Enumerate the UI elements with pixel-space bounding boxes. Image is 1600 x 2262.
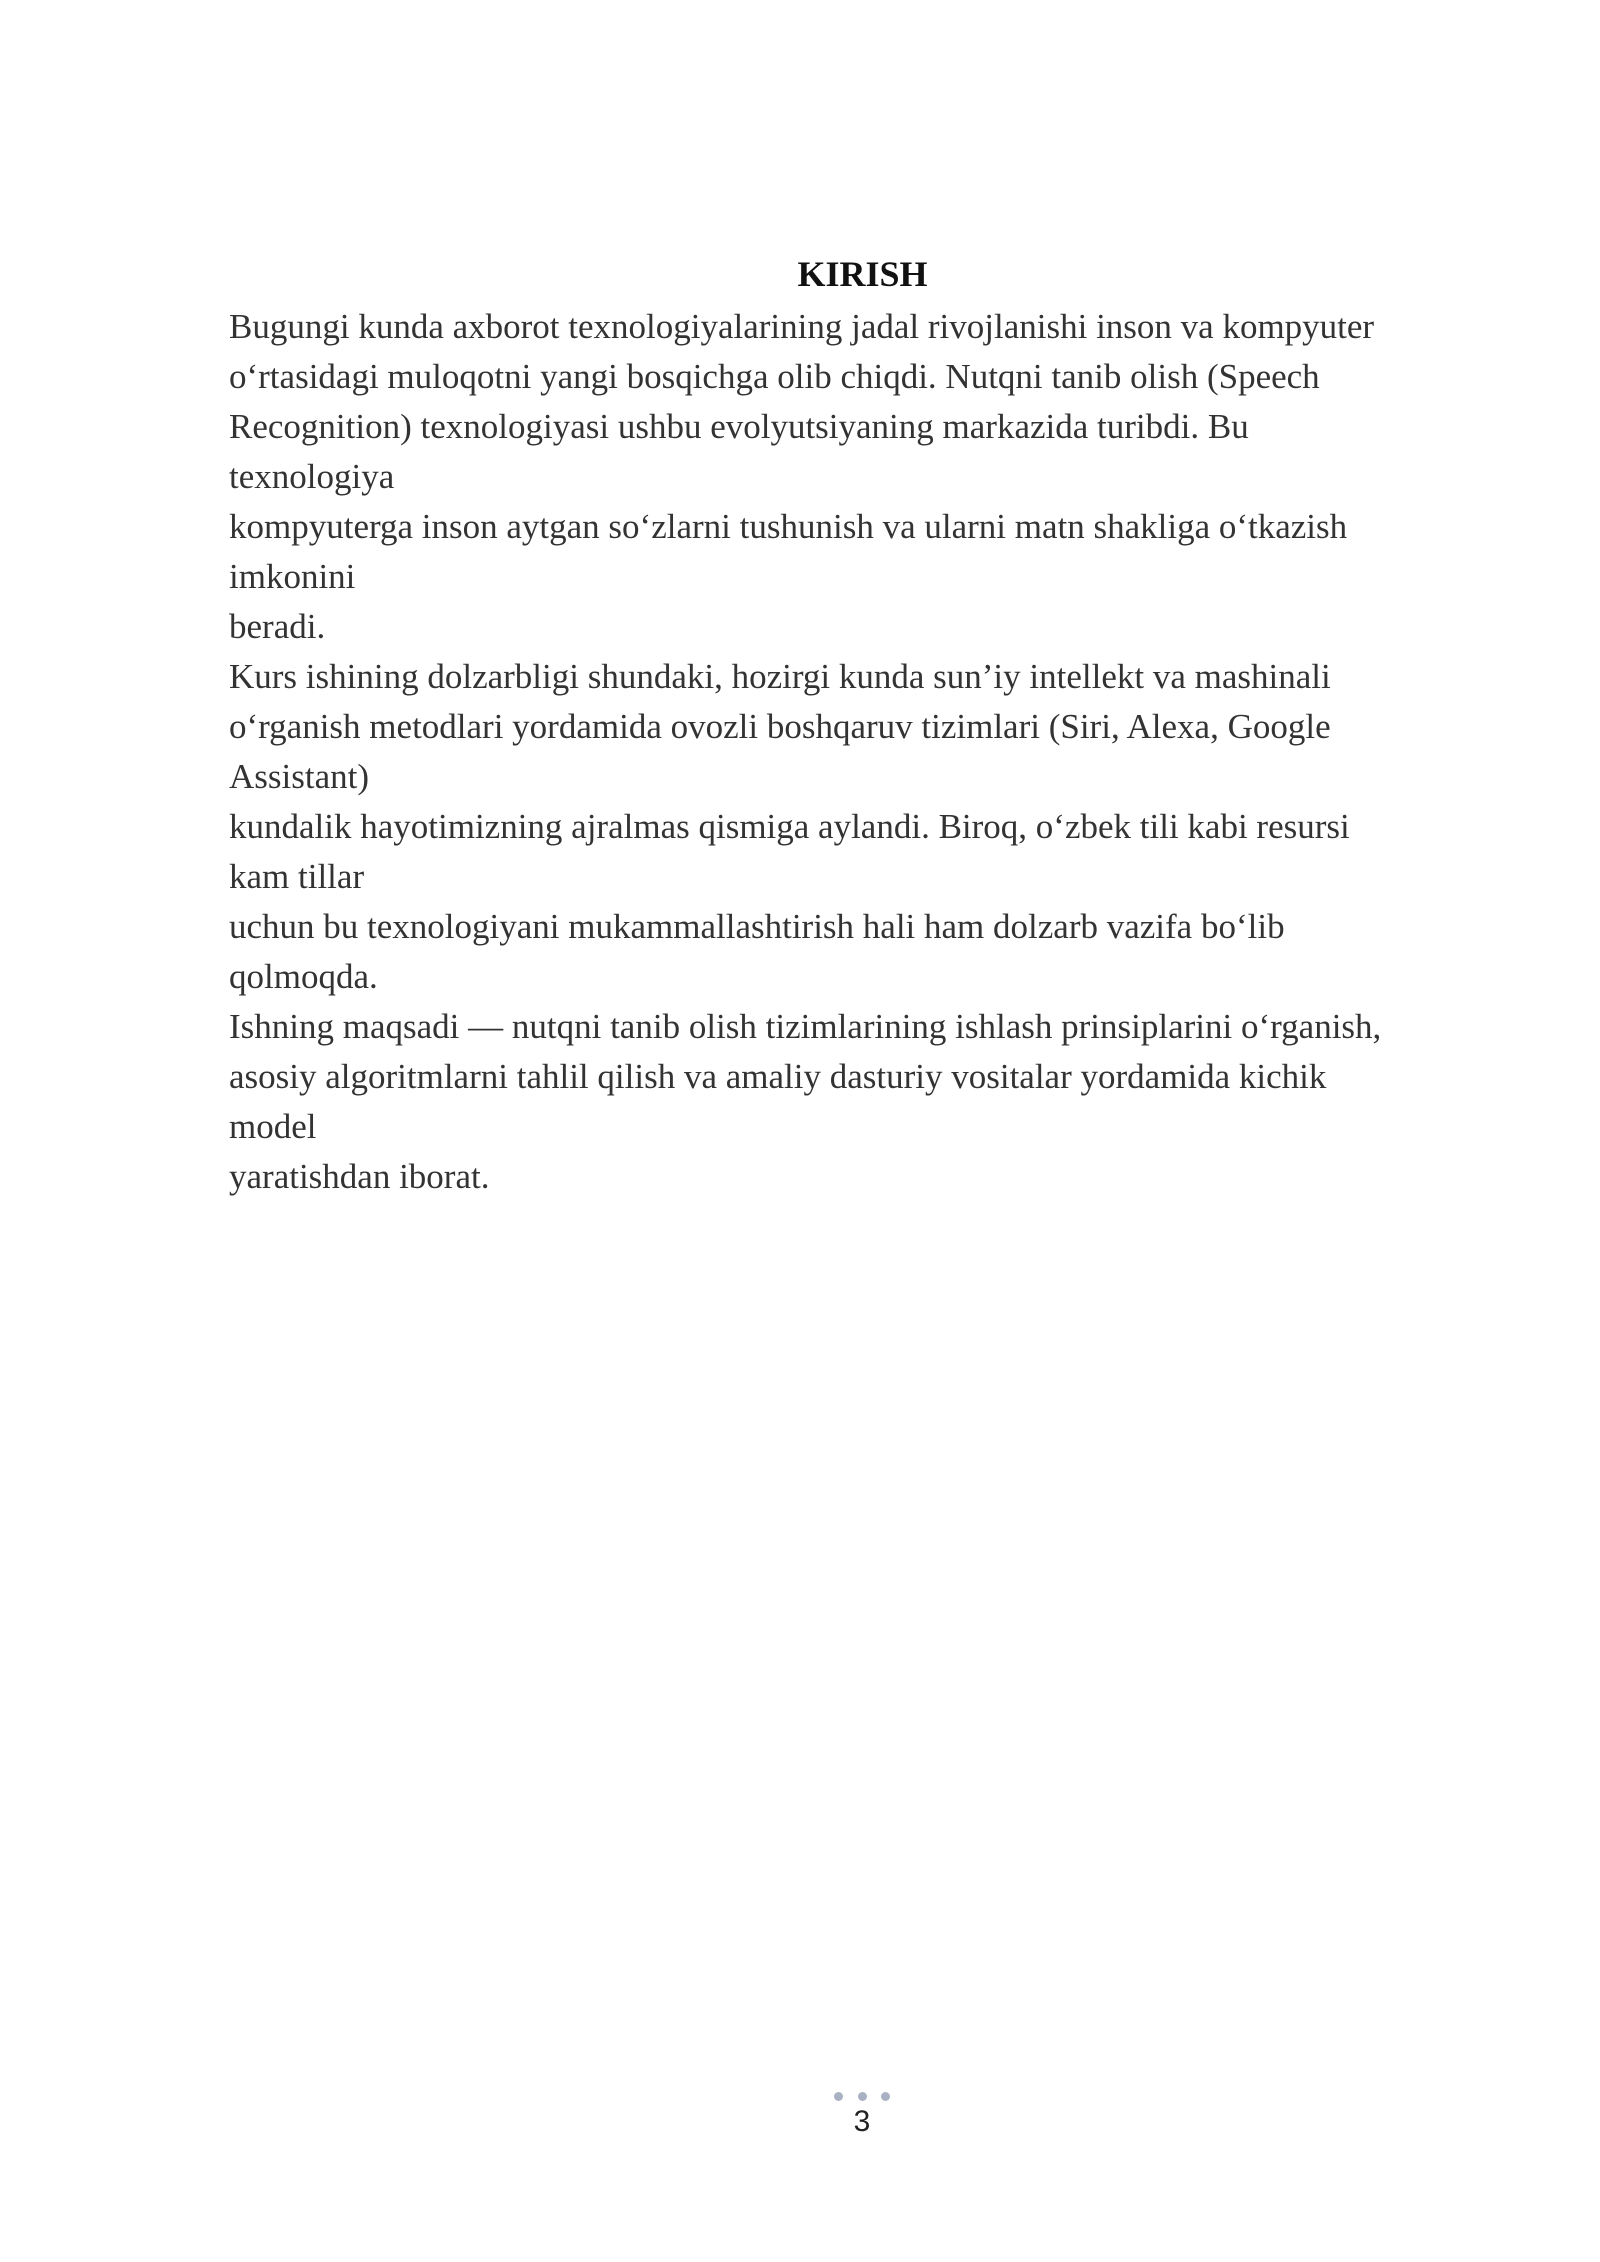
text-line: Ishning maqsadi — nutqni tanib olish tizimlarining ishlash prinsiplarini o‘rganish, — [229, 1007, 1382, 1046]
text-line: o‘rtasidagi muloqotni yangi bosqichga olib chiqdi. Nutqni tanib olish (Speech — [229, 357, 1320, 396]
text-line: kundalik hayotimizning ajralmas qismiga aylandi. Biroq, o‘zbek tili kabi resursi — [229, 807, 1350, 846]
text-line: uchun bu texnologiyani mukammallashtirish hali ham dolzarb vazifa bo‘lib — [229, 907, 1285, 946]
text-line: kompyuterga inson aytgan so‘zlarni tushunish va ularni matn shakliga o‘tkazish — [229, 507, 1348, 546]
dot-icon — [834, 2092, 843, 2101]
body-text — [229, 302, 1529, 1202]
text-line: model — [229, 1107, 317, 1146]
text-line: qolmoqda. — [229, 957, 378, 996]
text-line: texnologiya — [229, 457, 395, 496]
page-number: 3 — [853, 2105, 871, 2138]
more-options-icon[interactable] — [834, 2090, 890, 2102]
text-line: Assistant) — [229, 757, 369, 796]
dot-icon — [881, 2092, 890, 2101]
text-line: imkonini — [229, 557, 356, 596]
text-line: Recognition) texnologiyasi ushbu evolyutsiyaning markazida turibdi. Bu — [229, 407, 1249, 446]
dot-icon — [858, 2092, 867, 2101]
text-line: Kurs ishining dolzarbligi shundaki, hozirgi kunda sun’iy intellekt va mashinali — [229, 657, 1331, 696]
text-line: asosiy algoritmlarni tahlil qilish va amaliy dasturiy vositalar yordamida kichik — [229, 1057, 1327, 1096]
text-line: beradi. — [229, 607, 326, 646]
text-line: Bugungi kunda axborot texnologiyalarining jadal rivojlanishi inson va kompyuter — [229, 307, 1375, 346]
text-line: kam tillar — [229, 857, 365, 896]
text-line: yaratishdan iborat. — [229, 1157, 490, 1196]
page-title: KIRISH — [797, 254, 928, 294]
text-line: o‘rganish metodlari yordamida ovozli boshqaruv tizimlari (Siri, Alexa, Google — [229, 707, 1331, 746]
